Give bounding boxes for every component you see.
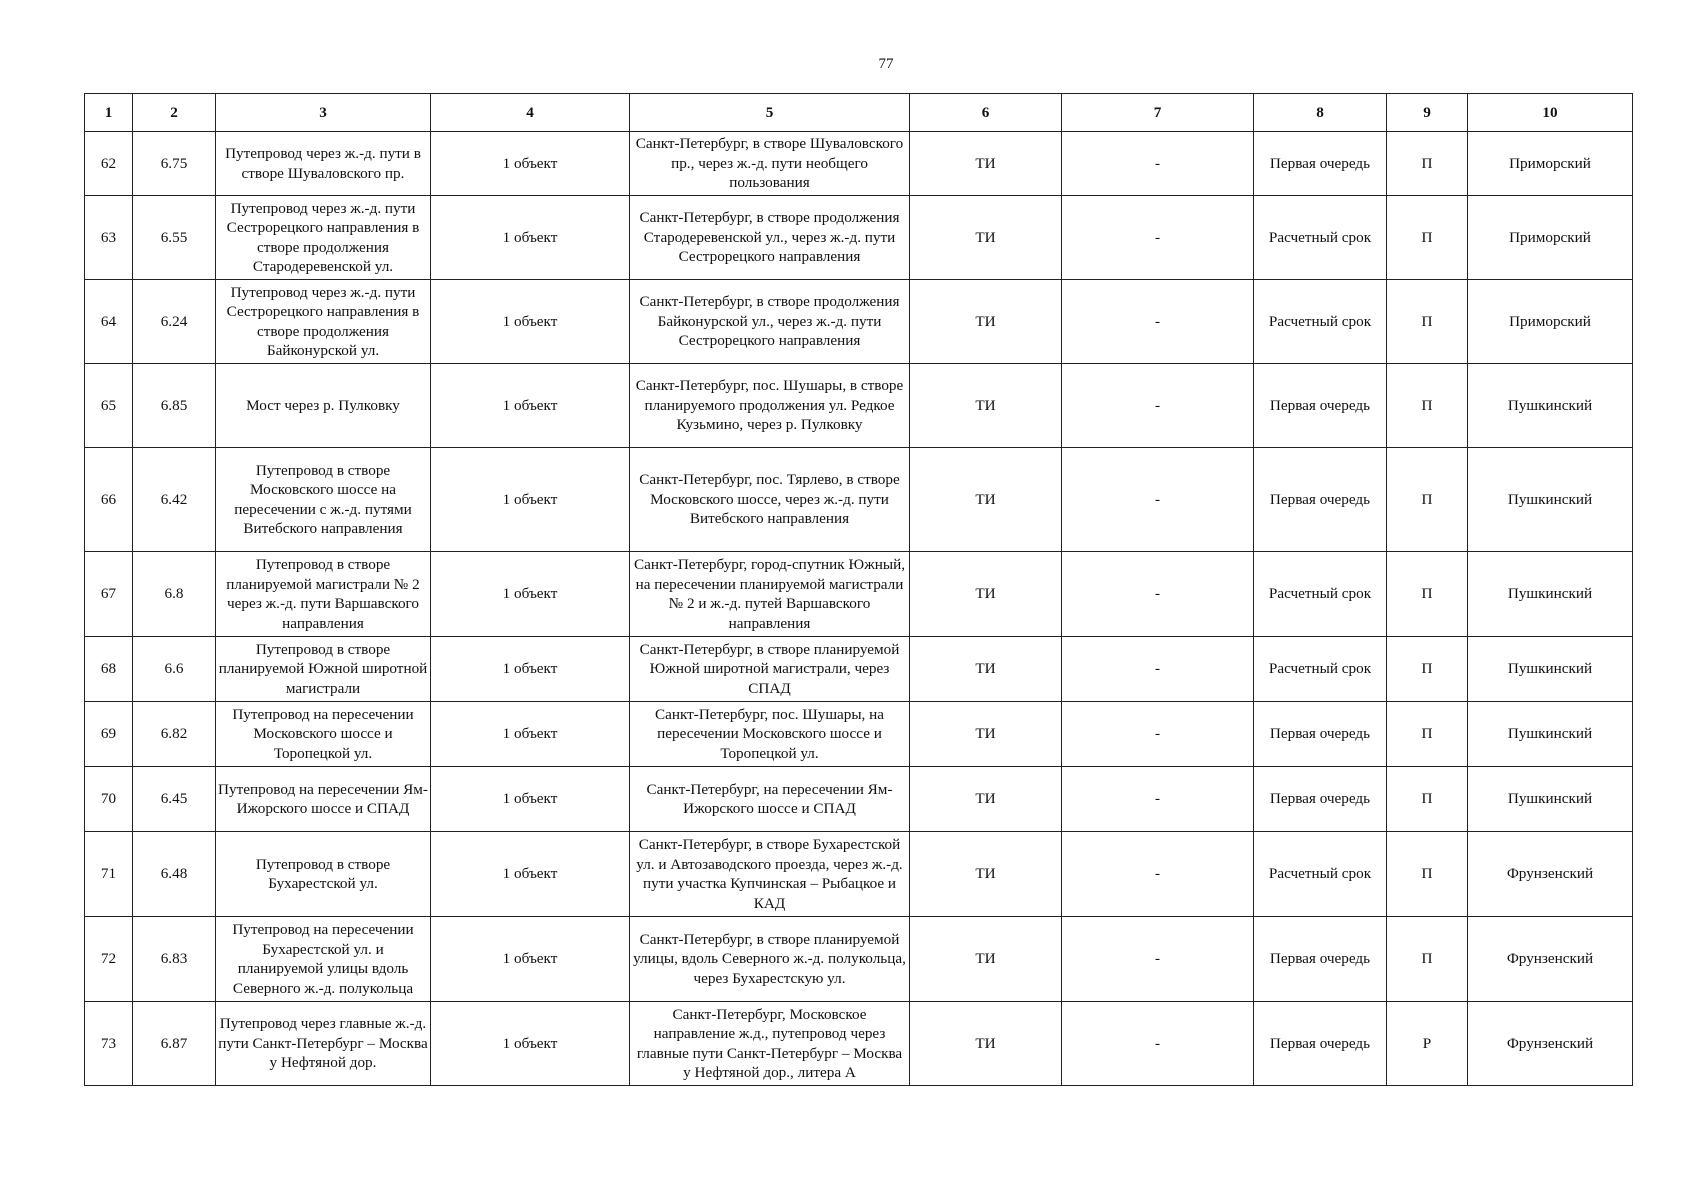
table-row bbox=[85, 1002, 1633, 1086]
object-name: Путепровод через ж.-д. пути в створе Шуваловского пр. bbox=[216, 132, 431, 196]
row-number: 62 bbox=[85, 132, 133, 196]
object-name: Путепровод на пересечении Бухарестской ул. и планируемой улицы вдоль Северного ж.-д. полукольца bbox=[216, 917, 431, 1002]
object-stage: Первая очередь bbox=[1254, 767, 1387, 832]
row-number: 68 bbox=[85, 637, 133, 702]
table-row bbox=[85, 917, 1633, 1002]
object-location: Санкт-Петербург, в створе Бухарестской ул. и Автозаводского проезда, через ж.-д. пути участка Купчинская – Рыбацкое и КАД bbox=[630, 832, 910, 917]
object-location: Санкт-Петербург, Московское направление ж.д., путепровод через главные пути Санкт-Петербург – Москва у Нефтяной дор., литера А bbox=[630, 1002, 910, 1086]
object-district: Пушкинский bbox=[1468, 637, 1633, 702]
object-type: ТИ bbox=[910, 702, 1062, 767]
object-district: Приморский bbox=[1468, 132, 1633, 196]
column-header: 8 bbox=[1254, 94, 1387, 132]
column-7-value: - bbox=[1062, 702, 1254, 767]
object-district: Фрунзенский bbox=[1468, 1002, 1633, 1086]
object-location: Санкт-Петербург, пос. Тярлево, в створе Московского шоссе, через ж.-д. пути Витебского направления bbox=[630, 448, 910, 552]
column-7-value: - bbox=[1062, 552, 1254, 637]
object-name: Путепровод в створе планируемой магистрали № 2 через ж.-д. пути Варшавского направления bbox=[216, 552, 431, 637]
object-name: Путепровод в створе Бухарестской ул. bbox=[216, 832, 431, 917]
column-7-value: - bbox=[1062, 767, 1254, 832]
column-header: 9 bbox=[1387, 94, 1468, 132]
object-status: П bbox=[1387, 552, 1468, 637]
object-district: Фрунзенский bbox=[1468, 832, 1633, 917]
object-type: ТИ bbox=[910, 637, 1062, 702]
table-row bbox=[85, 196, 1633, 280]
column-header: 4 bbox=[431, 94, 630, 132]
object-name: Путепровод на пересечении Ям-Ижорского шоссе и СПАД bbox=[216, 767, 431, 832]
row-number: 63 bbox=[85, 196, 133, 280]
column-7-value: - bbox=[1062, 364, 1254, 448]
row-number: 64 bbox=[85, 280, 133, 364]
object-stage: Расчетный срок bbox=[1254, 280, 1387, 364]
object-type: ТИ bbox=[910, 364, 1062, 448]
table-body bbox=[85, 132, 1633, 1086]
object-stage: Первая очередь bbox=[1254, 917, 1387, 1002]
object-location: Санкт-Петербург, в створе планируемой Южной широтной магистрали, через СПАД bbox=[630, 637, 910, 702]
column-header: 5 bbox=[630, 94, 910, 132]
object-quantity: 1 объект bbox=[431, 552, 630, 637]
object-location: Санкт-Петербург, в створе планируемой улицы, вдоль Северного ж.-д. полукольца, через Бухарестскую ул. bbox=[630, 917, 910, 1002]
object-type: ТИ bbox=[910, 132, 1062, 196]
object-status: П bbox=[1387, 448, 1468, 552]
object-code: 6.83 bbox=[133, 917, 216, 1002]
table-row bbox=[85, 448, 1633, 552]
object-district: Приморский bbox=[1468, 196, 1633, 280]
column-7-value: - bbox=[1062, 637, 1254, 702]
table-row bbox=[85, 767, 1633, 832]
header-row bbox=[85, 94, 1633, 132]
object-type: ТИ bbox=[910, 196, 1062, 280]
object-code: 6.24 bbox=[133, 280, 216, 364]
object-status: П bbox=[1387, 637, 1468, 702]
row-number: 66 bbox=[85, 448, 133, 552]
table-header bbox=[85, 94, 1633, 132]
table-row bbox=[85, 637, 1633, 702]
object-status: П bbox=[1387, 132, 1468, 196]
table-row bbox=[85, 702, 1633, 767]
object-quantity: 1 объект bbox=[431, 364, 630, 448]
object-stage: Расчетный срок bbox=[1254, 832, 1387, 917]
column-7-value: - bbox=[1062, 832, 1254, 917]
object-district: Пушкинский bbox=[1468, 702, 1633, 767]
object-stage: Расчетный срок bbox=[1254, 552, 1387, 637]
object-quantity: 1 объект bbox=[431, 637, 630, 702]
object-stage: Расчетный срок bbox=[1254, 196, 1387, 280]
object-quantity: 1 объект bbox=[431, 767, 630, 832]
page-number: 77 bbox=[878, 56, 894, 72]
object-type: ТИ bbox=[910, 448, 1062, 552]
object-stage: Первая очередь bbox=[1254, 702, 1387, 767]
object-type: ТИ bbox=[910, 917, 1062, 1002]
column-header: 2 bbox=[133, 94, 216, 132]
object-quantity: 1 объект bbox=[431, 132, 630, 196]
objects-table bbox=[84, 93, 1633, 1086]
row-number: 67 bbox=[85, 552, 133, 637]
object-code: 6.75 bbox=[133, 132, 216, 196]
object-district: Приморский bbox=[1468, 280, 1633, 364]
object-code: 6.8 bbox=[133, 552, 216, 637]
object-code: 6.55 bbox=[133, 196, 216, 280]
object-name: Путепровод через ж.-д. пути Сестрорецкого направления в створе продолжения Байконурской ул. bbox=[216, 280, 431, 364]
object-location: Санкт-Петербург, в створе продолжения Стародеревенской ул., через ж.-д. пути Сестрорецкого направления bbox=[630, 196, 910, 280]
object-code: 6.87 bbox=[133, 1002, 216, 1086]
object-stage: Первая очередь bbox=[1254, 448, 1387, 552]
object-location: Санкт-Петербург, город-спутник Южный, на пересечении планируемой магистрали № 2 и ж.-д. путей Варшавского направления bbox=[630, 552, 910, 637]
column-header: 6 bbox=[910, 94, 1062, 132]
object-status: П bbox=[1387, 767, 1468, 832]
object-code: 6.45 bbox=[133, 767, 216, 832]
column-header: 3 bbox=[216, 94, 431, 132]
object-district: Пушкинский bbox=[1468, 364, 1633, 448]
column-header: 10 bbox=[1468, 94, 1633, 132]
row-number: 65 bbox=[85, 364, 133, 448]
object-name: Путепровод через ж.-д. пути Сестрорецкого направления в створе продолжения Стародеревенской ул. bbox=[216, 196, 431, 280]
column-7-value: - bbox=[1062, 132, 1254, 196]
object-quantity: 1 объект bbox=[431, 196, 630, 280]
table-row bbox=[85, 132, 1633, 196]
column-7-value: - bbox=[1062, 1002, 1254, 1086]
object-location: Санкт-Петербург, в створе Шуваловского пр., через ж.-д. пути необщего пользования bbox=[630, 132, 910, 196]
object-stage: Первая очередь bbox=[1254, 132, 1387, 196]
object-quantity: 1 объект bbox=[431, 280, 630, 364]
object-status: П bbox=[1387, 832, 1468, 917]
object-stage: Расчетный срок bbox=[1254, 637, 1387, 702]
row-number: 72 bbox=[85, 917, 133, 1002]
object-type: ТИ bbox=[910, 280, 1062, 364]
object-stage: Первая очередь bbox=[1254, 1002, 1387, 1086]
row-number: 69 bbox=[85, 702, 133, 767]
object-stage: Первая очередь bbox=[1254, 364, 1387, 448]
row-number: 71 bbox=[85, 832, 133, 917]
object-quantity: 1 объект bbox=[431, 1002, 630, 1086]
object-type: ТИ bbox=[910, 832, 1062, 917]
object-code: 6.6 bbox=[133, 637, 216, 702]
row-number: 70 bbox=[85, 767, 133, 832]
table-row bbox=[85, 832, 1633, 917]
object-status: П bbox=[1387, 280, 1468, 364]
table-row bbox=[85, 280, 1633, 364]
object-code: 6.42 bbox=[133, 448, 216, 552]
object-type: ТИ bbox=[910, 1002, 1062, 1086]
object-status: П bbox=[1387, 917, 1468, 1002]
object-location: Санкт-Петербург, пос. Шушары, на пересечении Московского шоссе и Торопецкой ул. bbox=[630, 702, 910, 767]
object-code: 6.48 bbox=[133, 832, 216, 917]
object-code: 6.85 bbox=[133, 364, 216, 448]
object-name: Путепровод на пересечении Московского шоссе и Торопецкой ул. bbox=[216, 702, 431, 767]
object-name: Мост через р. Пулковку bbox=[216, 364, 431, 448]
column-header: 7 bbox=[1062, 94, 1254, 132]
object-status: Р bbox=[1387, 1002, 1468, 1086]
object-district: Фрунзенский bbox=[1468, 917, 1633, 1002]
object-name: Путепровод в створе планируемой Южной широтной магистрали bbox=[216, 637, 431, 702]
object-type: ТИ bbox=[910, 552, 1062, 637]
object-district: Пушкинский bbox=[1468, 448, 1633, 552]
object-status: П bbox=[1387, 364, 1468, 448]
object-quantity: 1 объект bbox=[431, 448, 630, 552]
object-quantity: 1 объект bbox=[431, 702, 630, 767]
column-7-value: - bbox=[1062, 280, 1254, 364]
object-name: Путепровод через главные ж.-д. пути Санкт-Петербург – Москва у Нефтяной дор. bbox=[216, 1002, 431, 1086]
object-location: Санкт-Петербург, на пересечении Ям-Ижорского шоссе и СПАД bbox=[630, 767, 910, 832]
object-quantity: 1 объект bbox=[431, 832, 630, 917]
object-location: Санкт-Петербург, пос. Шушары, в створе планируемого продолжения ул. Редкое Кузьмино, через р. Пулковку bbox=[630, 364, 910, 448]
object-location: Санкт-Петербург, в створе продолжения Байконурской ул., через ж.-д. пути Сестрорецкого направления bbox=[630, 280, 910, 364]
object-name: Путепровод в створе Московского шоссе на пересечении с ж.-д. путями Витебского направления bbox=[216, 448, 431, 552]
object-quantity: 1 объект bbox=[431, 917, 630, 1002]
object-district: Пушкинский bbox=[1468, 767, 1633, 832]
table-row bbox=[85, 552, 1633, 637]
row-number: 73 bbox=[85, 1002, 133, 1086]
table-row bbox=[85, 364, 1633, 448]
column-7-value: - bbox=[1062, 196, 1254, 280]
column-header: 1 bbox=[85, 94, 133, 132]
column-7-value: - bbox=[1062, 917, 1254, 1002]
object-code: 6.82 bbox=[133, 702, 216, 767]
object-district: Пушкинский bbox=[1468, 552, 1633, 637]
object-status: П bbox=[1387, 196, 1468, 280]
object-status: П bbox=[1387, 702, 1468, 767]
column-7-value: - bbox=[1062, 448, 1254, 552]
object-type: ТИ bbox=[910, 767, 1062, 832]
